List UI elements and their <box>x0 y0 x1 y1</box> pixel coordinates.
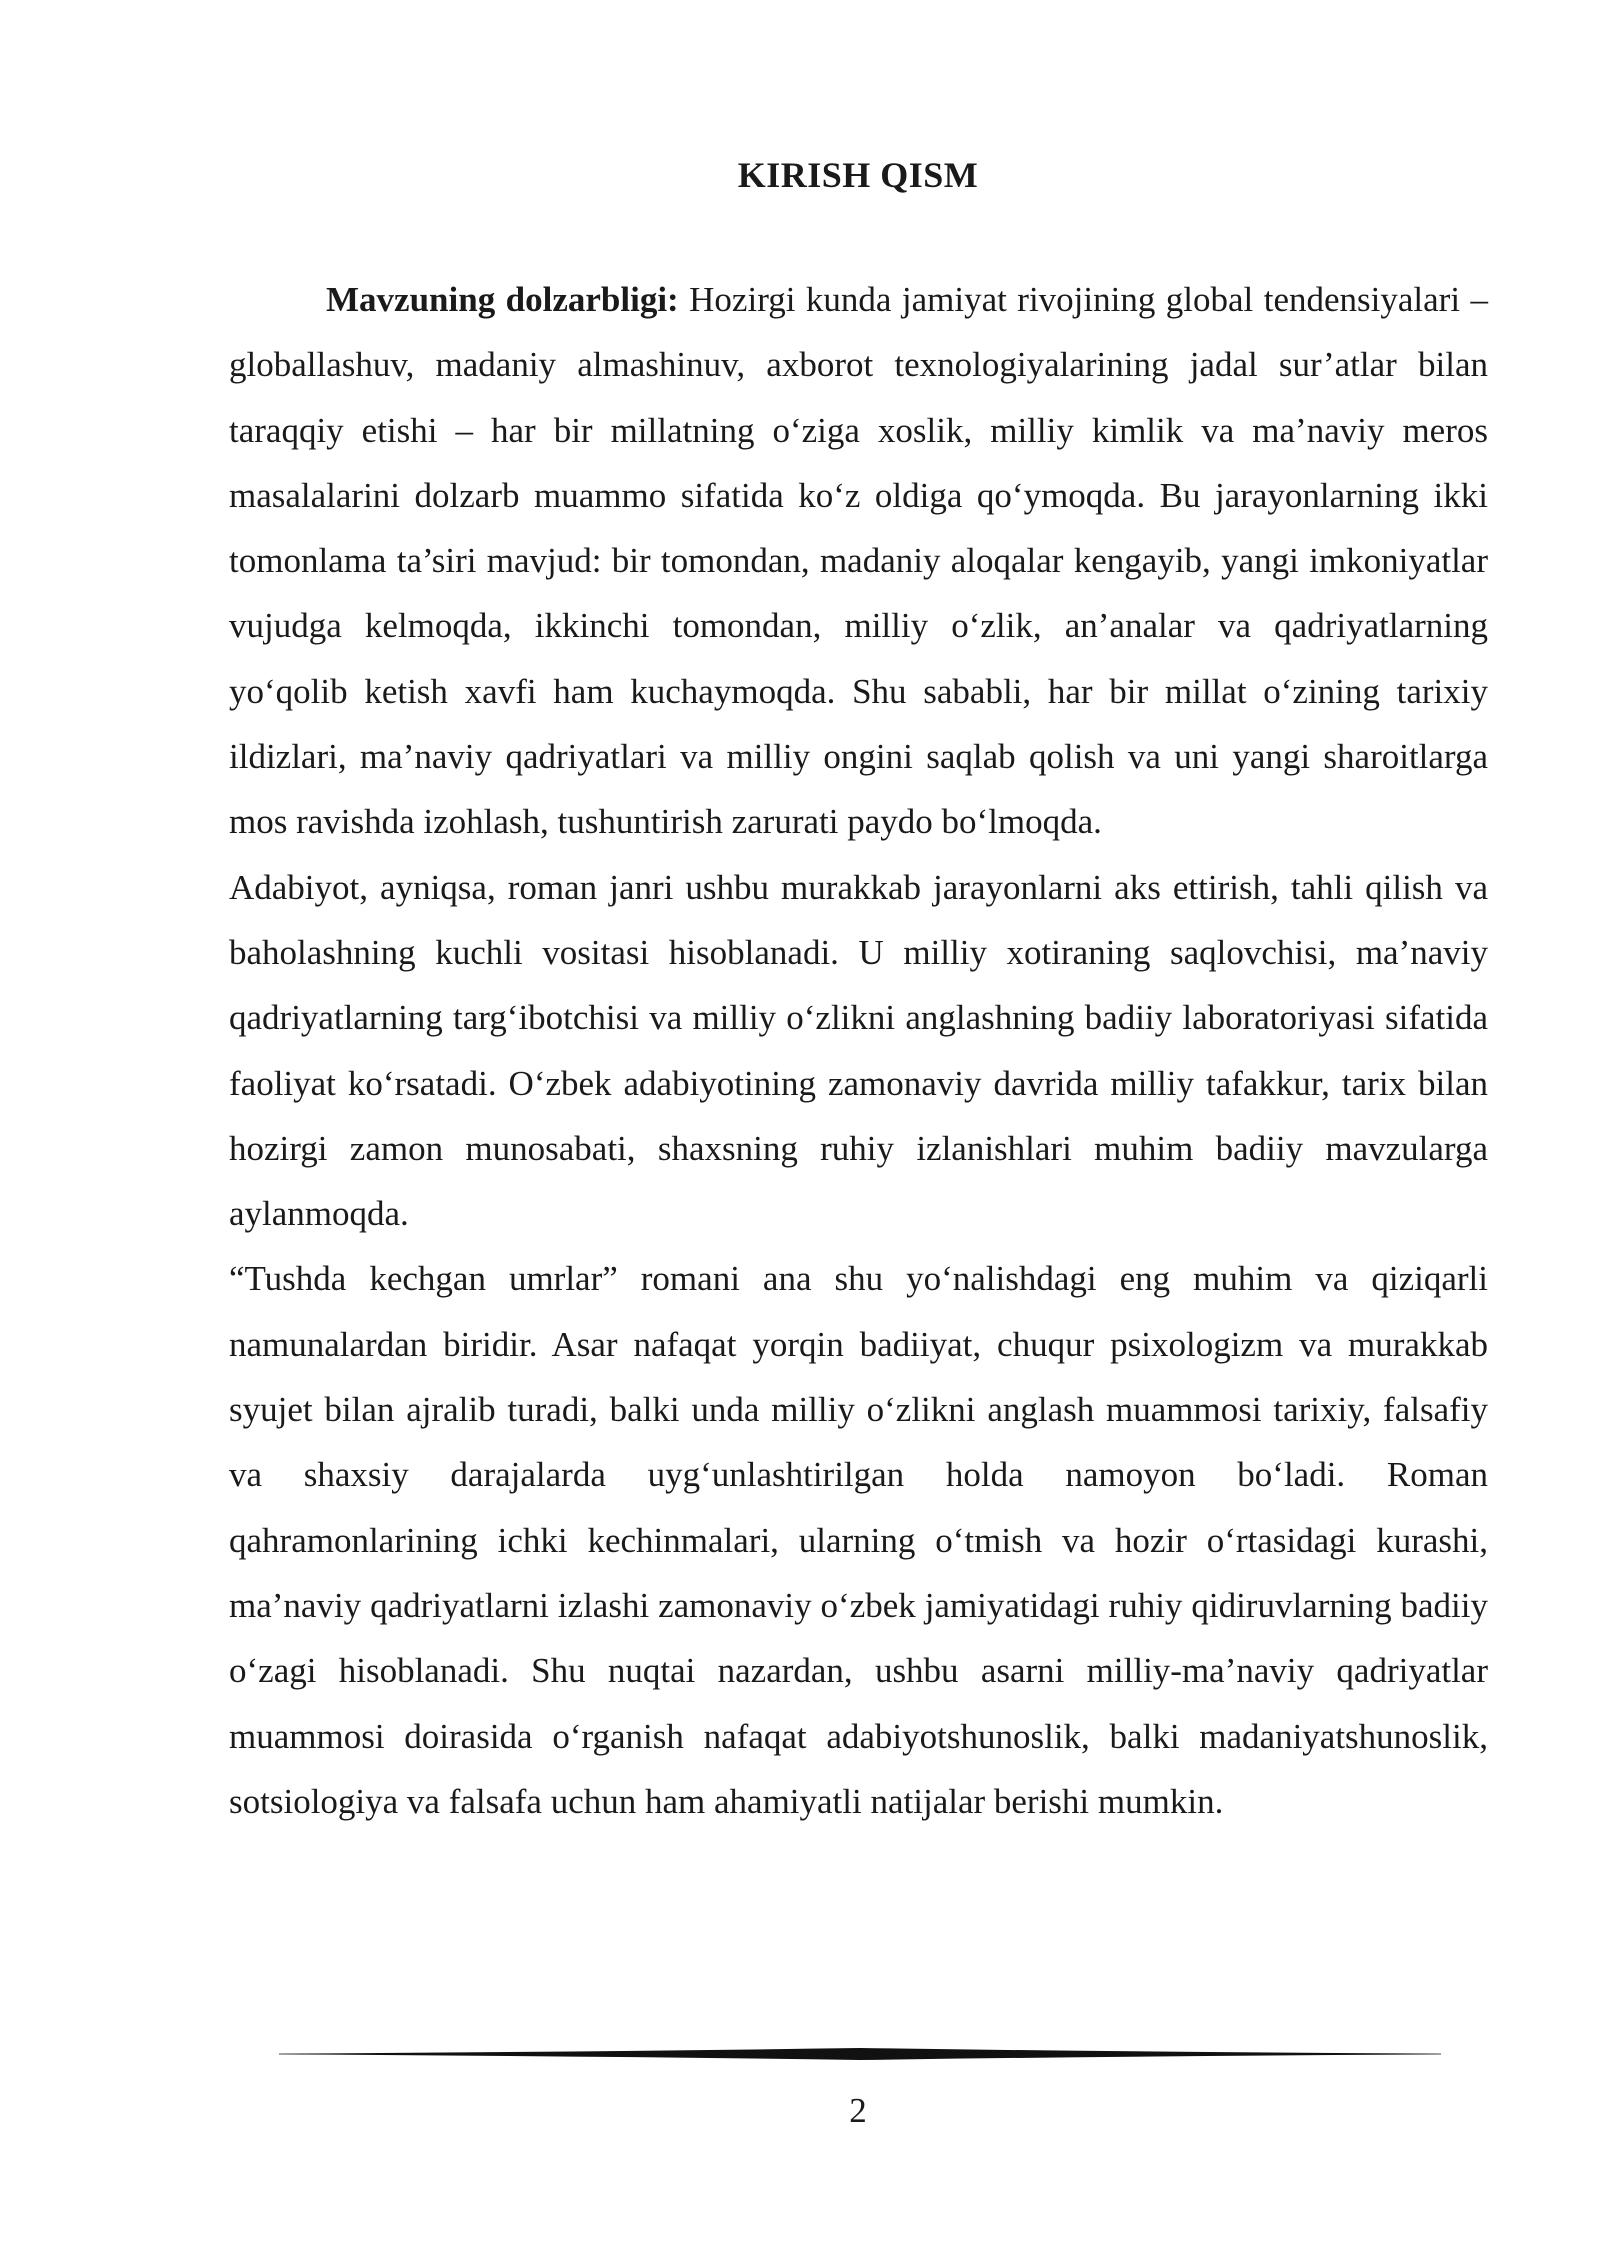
page-title: KIRISH QISM <box>737 155 979 195</box>
paragraph-lead-heading: Mavzuning dolzarbligi: <box>326 280 679 319</box>
paragraph-literature: Adabiyot, ayniqsa, roman janri ushbu murakkab jarayonlarni aks ettirish, tahli qilish va baholashning kuchli vositasi hisoblanadi. U milliy xotiraning saqlovchisi, ma’naviy qadriyatlarning targ‘ibotchisi va milliy o‘zlikni anglashning badiiy laboratoriyasi sifatida faoliyat ko‘rsatadi. O‘zbek adabiyotining zamonaviy davrida milliy tafakkur, tarix bilan hozirgi zamon munosabati, shaxsning ruhiy izlanishlari muhim badiiy mavzularga aylanmoqda. <box>229 867 1488 1234</box>
paragraph-text: Hozirgi kunda jamiyat rivojining global tendensiyalari – globallashuv, madaniy almashinuv, axborot texnologiyalarining jadal sur’atlar bilan taraqqiy etishi – har bir millatning o‘ziga xoslik, milliy kimlik va ma’naviy meros masalalarini dolzarb muammo sifatida ko‘z oldiga qo‘ymoqda. Bu jarayonlarning ikki tomonlama ta’siri mavjud: bir tomondan, madaniy aloqalar kengayib, yangi imkoniyatlar vujudga kelmoqda, ikkinchi tomondan, milliy o‘zlik, an’analar va qadriyatlarning yo‘qolib ketish xavfi ham kuchaymoqda. Shu sababli, har bir millat o‘zining tarixiy ildizlari, ma’naviy qadriyatlari va milliy ongini saqlab qolish va uni yangi sharoitlarga mos ravishda izohlash, tushuntirish zarurati paydo bo‘lmoqda. <box>229 280 1488 842</box>
paragraph-relevance <box>229 267 1488 855</box>
body-text <box>229 267 1488 1834</box>
footer-divider <box>279 2045 1441 2063</box>
page-number: 2 <box>849 2091 867 2130</box>
paragraph-novel: “Tushda kechgan umrlar” romani ana shu yo‘nalishdagi eng muhim va qiziqarli namunalardan biridir. Asar nafaqat yorqin badiiyat, chuqur psixologizm va murakkab syujet bilan ajralib turadi, balki unda milliy o‘zlikni anglash muammosi tarixiy, falsafiy va shaxsiy darajalarda uyg‘unlashtirilgan holda namoyon bo‘ladi. Roman qahramonlarining ichki kechinmalari, ularning o‘tmish va hozir o‘rtasidagi kurashi, ma’naviy qadriyatlarni izlashi zamonaviy o‘zbek jamiyatidagi ruhiy qidiruvlarning badiiy o‘zagi hisoblanadi. Shu nuqtai nazardan, ushbu asarni milliy-ma’naviy qadriyatlar muammosi doirasida o‘rganish nafaqat adabiyotshunoslik, balki madaniyatshunoslik, sotsiologiya va falsafa uchun ham ahamiyatli natijalar berishi mumkin. <box>229 1259 1488 1821</box>
